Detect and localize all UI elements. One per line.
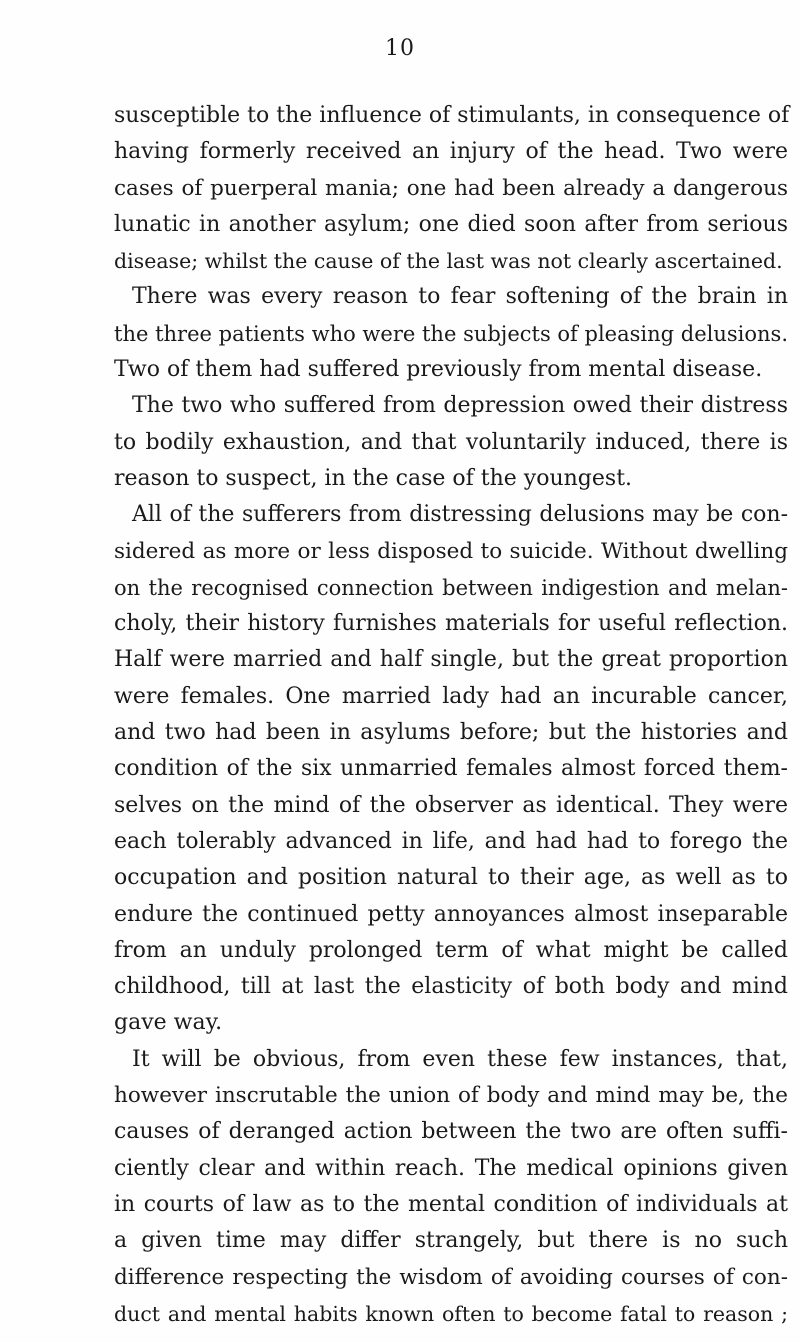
text-line: were females. One married lady had an incurable cancer, <box>114 683 788 709</box>
text-line: occupation and position natural to their age, as well as to <box>114 865 788 891</box>
text-line: The two who suffered from depression owed their distress <box>132 393 788 419</box>
text-line: and two had been in asylums before; but the histories and <box>114 720 788 746</box>
text-line: duct and mental habits known often to become fatal to reason ; <box>114 1301 788 1326</box>
text-line: choly, their history furnishes materials for useful reflection. <box>114 611 788 637</box>
text-line: reason to suspect, in the case of the youngest. <box>114 465 633 491</box>
text-line: disease; whilst the cause of the last was not clearly ascertained. <box>114 249 783 274</box>
text-line: ciently clear and within reach. The medical opinions given <box>114 1155 788 1181</box>
text-line: each tolerably advanced in life, and had had to forego the <box>114 828 788 854</box>
text-line: from an unduly prolonged term of what might be called <box>114 937 788 963</box>
text-line: to bodily exhaustion, and that voluntarily induced, there is <box>114 429 788 455</box>
text-line: endure the continued petty annoyances almost inseparable <box>114 901 788 927</box>
text-line: There was every reason to fear softening of the brain in <box>132 284 788 310</box>
text-line: It will be obvious, from even these few instances, that, <box>132 1046 788 1072</box>
text-line: however inscrutable the union of body and mind may be, the <box>114 1083 788 1109</box>
text-line: condition of the six unmarried females almost forced them- <box>114 756 788 782</box>
text-line: sidered as more or less disposed to suicide. Without dwelling <box>114 538 788 564</box>
text-line: on the recognised connection between indigestion and melan- <box>114 575 788 600</box>
text-line: lunatic in another asylum; one died soon after from serious <box>114 211 788 237</box>
text-line: having formerly received an injury of the head. Two were <box>114 139 788 165</box>
text-line: childhood, till at last the elasticity of both body and mind <box>114 974 788 1000</box>
text-line: cases of puerperal mania; one had been already a dangerous <box>114 175 788 201</box>
page-number: 10 <box>385 36 415 61</box>
text-line: All of the sufferers from distressing delusions may be con- <box>132 502 788 528</box>
text-line: causes of deranged action between the two are often suffi- <box>114 1119 788 1145</box>
text-line: selves on the mind of the observer as identical. They were <box>114 792 788 818</box>
text-line: the three patients who were the subjects of pleasing delusions. <box>114 321 788 346</box>
text-line: a given time may differ strangely, but there is no such <box>114 1228 788 1254</box>
text-line: susceptible to the influence of stimulants, in consequence of <box>114 103 790 128</box>
text-line: Half were married and half single, but the great proportion <box>114 647 788 673</box>
body-text <box>114 98 788 1332</box>
text-line: difference respecting the wisdom of avoiding courses of con- <box>114 1264 788 1290</box>
text-line: gave way. <box>114 1010 223 1036</box>
text-line: Two of them had suffered previously from mental disease. <box>114 357 763 383</box>
text-line: in courts of law as to the mental condition of individuals at <box>114 1191 788 1217</box>
